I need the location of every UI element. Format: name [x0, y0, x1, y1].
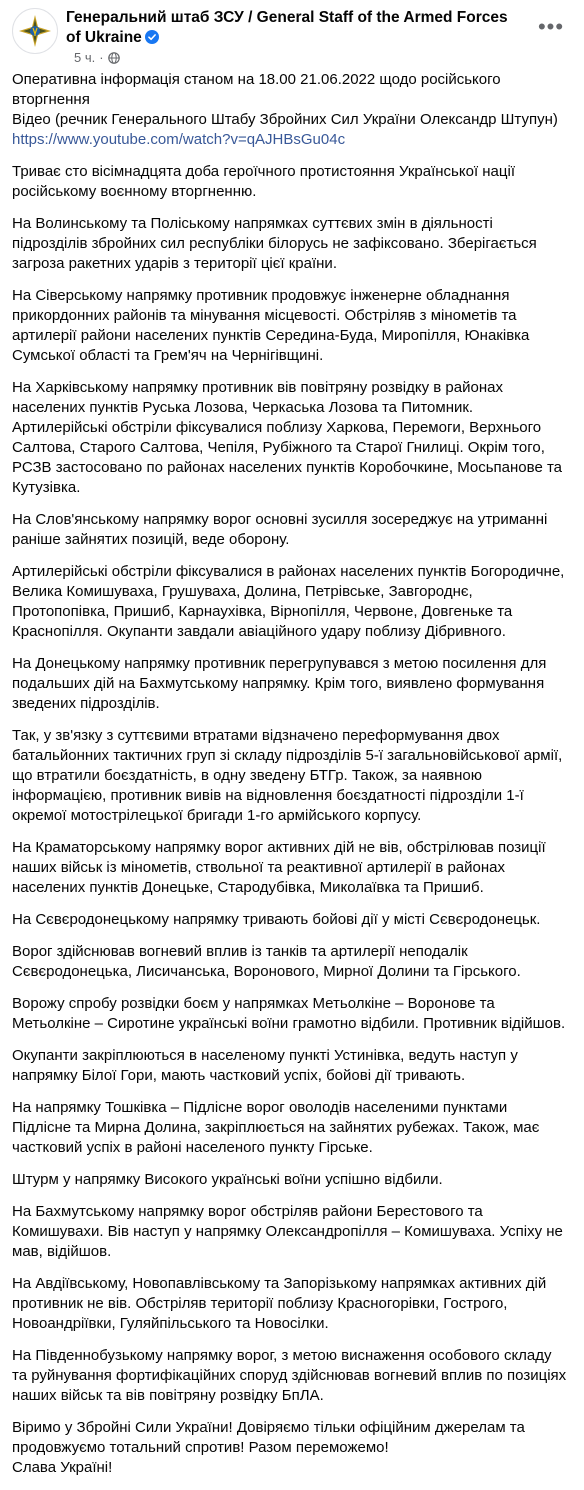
post-intro [12, 70, 568, 150]
intro-line: Відео (речник Генерального Штабу Збройних Сил України Олександр Штупун) [12, 111, 558, 128]
general-staff-emblem-icon [13, 9, 57, 53]
post-paragraph: Штурм у напрямку Високого українські воїни успішно відбили. [12, 1171, 443, 1188]
meta-separator: · [99, 50, 104, 65]
intro-line: Оперативна інформація станом на 18.00 21.06.2022 щодо російського вторгнення [12, 71, 501, 108]
closing-line: Слава Україні! [12, 1459, 113, 1476]
post-paragraph: На Волинському та Поліському напрямках суттєвих змін в діяльності підрозділів збройних сил республіки білорусь не зафіксовано. Зберігається загроза ракетних ударів з території цієї країни. [12, 215, 537, 272]
post-paragraph: Ворог здійснював вогневий вплив із танків та артилерії неподалік Сєвєродонецька, Лисичанська, Воронового, Мирної Долини та Гірського. [12, 943, 521, 980]
video-link[interactable]: https://www.youtube.com/watch?v=qAJHBsGu04c [12, 131, 346, 148]
post-paragraph: На Донецькому напрямку противник перегрупувався з метою посилення для подальших дій на Бахмутському напрямку. Крім того, виявлено формування зведених підрозділів. [12, 655, 547, 712]
post-paragraph: На Південнобузькому напрямку ворог, з метою виснаження особового складу та руйнування фортифікаційних споруд здійснював вогневий вплив по позиціях наших військ та вів повітряну розвідку БпЛА. [12, 1347, 567, 1404]
page-name[interactable] [66, 8, 516, 48]
post-paragraph: На Краматорському напрямку ворог активних дій не вів, обстрілював позиції наших військ із мінометів, ствольної та реактивної артилерії в районах населених пунктів Донецьке, Стародубівка, Миколаївка та Пришиб. [12, 839, 546, 896]
globe-icon [108, 52, 120, 64]
post-header [12, 4, 572, 66]
page-name-text[interactable]: Генеральний штаб ЗСУ / General Staff of the Armed Forces of Ukraine [66, 9, 508, 46]
post-paragraph: Триває сто вісімнадцята доба героїчного протистояння Української нації російському воєнному вторгненню. [12, 163, 515, 200]
post-paragraph: На Слов'янському напрямку ворог основні зусилля зосереджує на утриманні раніше зайнятих позицій, веде оборону. [12, 511, 548, 548]
post-body [12, 70, 568, 1490]
page-avatar[interactable] [12, 8, 58, 54]
post-paragraph: На Сіверському напрямку противник продовжує інженерне обладнання прикордонних районів та мінування місцевості. Обстріляв з мінометів та артилерії райони населених пунктів Середина-Буда, Миропілля, Юнаківка Сумської області та Грем'яч на Чернігівщині. [12, 287, 530, 364]
post-paragraph: На Бахмутському напрямку ворог обстріляв райони Берестового та Комишувахи. Вів наступ у напрямку Олександропілля – Комишуваха. Успіху не мав, відійшов. [12, 1203, 563, 1260]
closing-line: Віримо у Збройні Сили України! Довіряємо тільки офіційним джерелам та продовжуємо тотальний спротив! Разом переможемо! [12, 1419, 525, 1456]
post-paragraph: На напрямку Тошківка – Підлісне ворог оволодів населеними пунктами Підлісне та Мирна Долина, закріплюється на зайнятих рубежах. Також, має частковий успіх в районі населеного пункту Гірське. [12, 1099, 540, 1156]
post-paragraph: Ворожу спробу розвідки боєм у напрямках Метьолкіне – Воронове та Метьолкіне – Сиротине українські воїни грамотно відбили. Противник відійшов. [12, 995, 566, 1032]
post-meta [74, 50, 120, 66]
post-closing [12, 1418, 568, 1478]
post-paragraph: На Сєвєродонецькому напрямку тривають бойові дії у місті Сєвєродонецьк. [12, 911, 541, 928]
post-timestamp[interactable]: 5 ч. [74, 50, 96, 65]
verified-badge-icon [145, 30, 159, 44]
post-paragraph: На Харківському напрямку противник вів повітряну розвідку в районах населених пунктів Руська Лозова, Черкаська Лозова та Питомник. Артилерійські обстріли фіксувалися поблизу Харкова, Перемоги, Верхнього Салтова, Старого Салтова, Чепіля, Рубіжного та Старої Гнилиці. Окрім того, РСЗВ застосовано по районах населених пунктів Коробочкине, Мосьпанове та Кутузівка. [12, 379, 562, 496]
post-paragraph: На Авдіївському, Новопавлівському та Запорізькому напрямках активних дій противник не вів. Обстріляв території поблизу Красногорівки, Гострого, Новоандріївки, Гуляйпільського та Новосілки. [12, 1275, 547, 1332]
post-paragraph: Так, у зв'язку з суттєвими втратами відзначено переформування двох батальйонних тактичних груп зі складу підрозділів 5-ї загальновійськової армії, що втратили боєздатність, в одну зведену БТГр. Також, за наявною інформацією, противник вивів на відновлення боєздатності підрозділи 1-ї окремої мотострілецької бригади 1-го армійського корпусу. [12, 727, 563, 824]
more-options-icon[interactable]: ••• [537, 14, 565, 39]
post-paragraph: Артилерійські обстріли фіксувалися в районах населених пунктів Богородичне, Велика Комишуваха, Грушуваха, Долина, Петрівське, Завгороднє, Протопопівка, Пришиб, Карнаухівка, Вірнопілля, Червоне, Довгеньке та Краснопілля. Окупанти завдали авіаційного удару поблизу Дібривного. [12, 563, 565, 640]
post-paragraph: Окупанти закріплюються в населеному пункті Устинівка, ведуть наступ у напрямку Білої Гори, мають частковий успіх, бойові дії тривають. [12, 1047, 518, 1084]
